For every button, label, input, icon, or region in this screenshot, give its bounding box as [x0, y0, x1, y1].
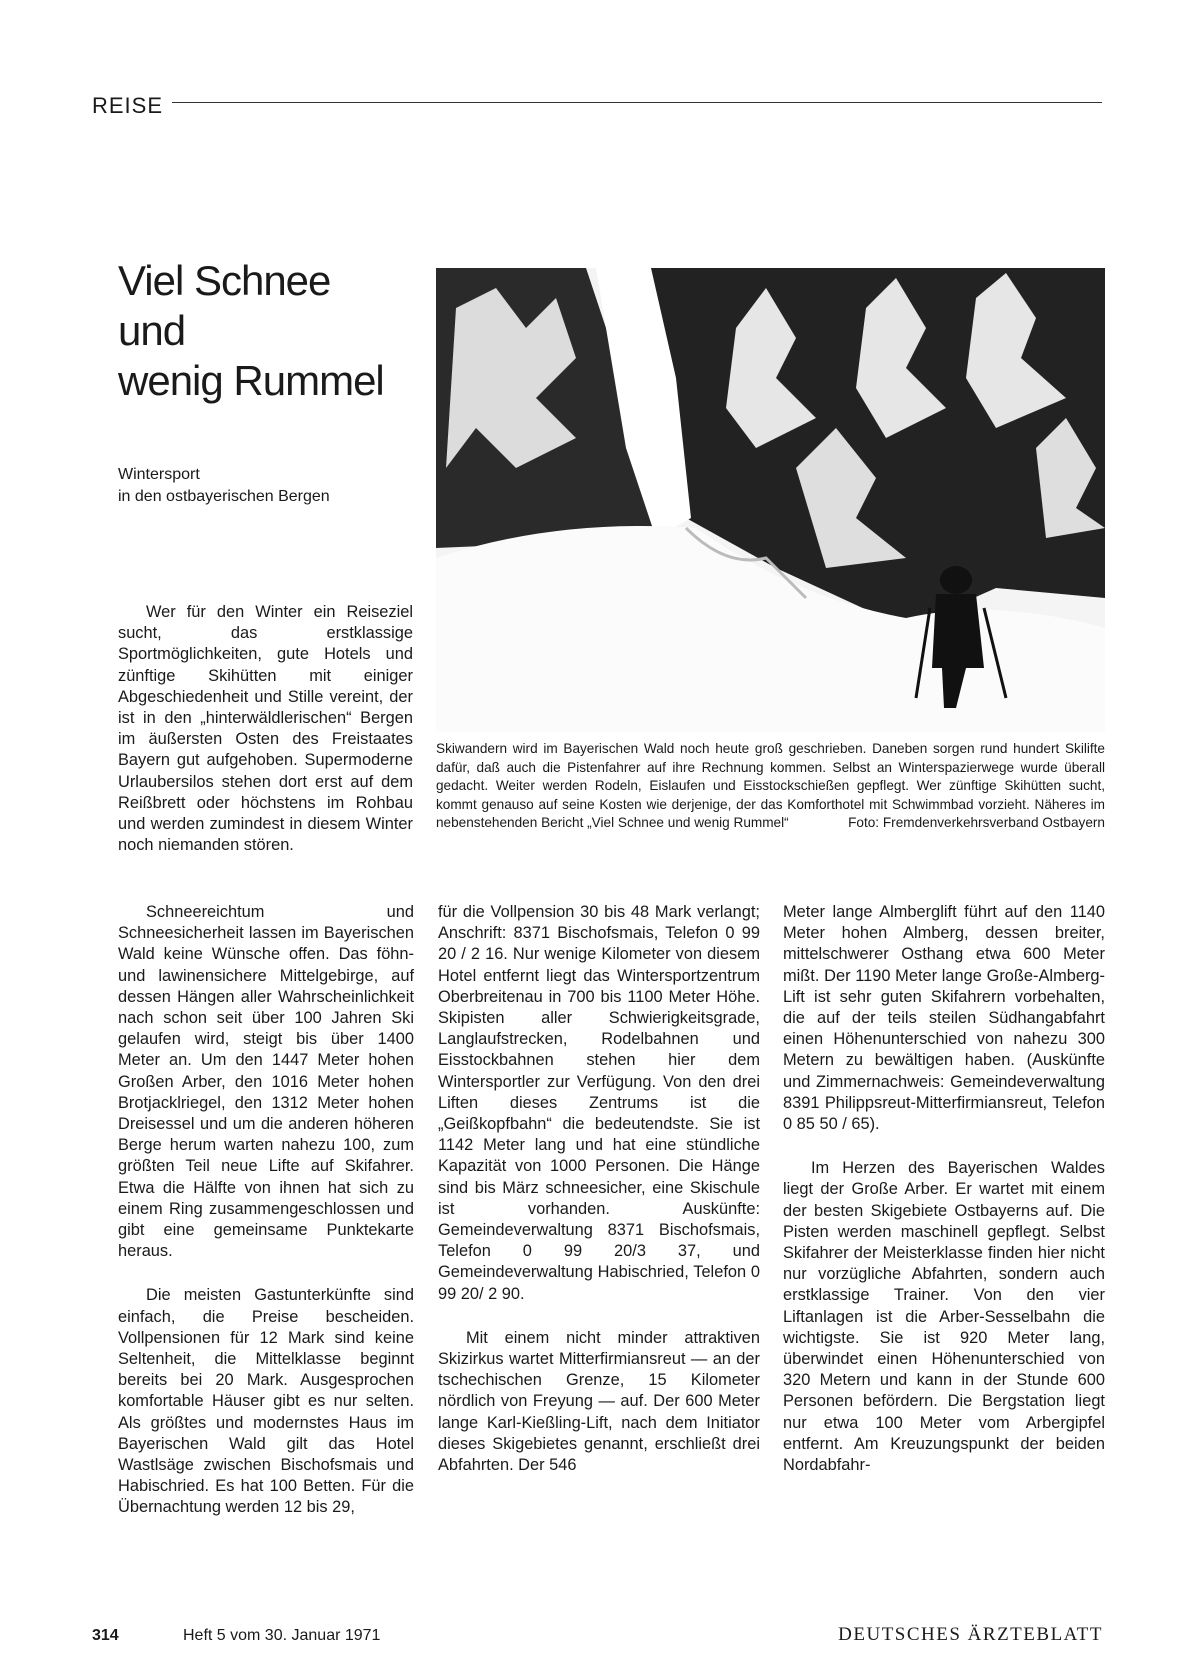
magazine-name: DEUTSCHES ÄRZTEBLATT: [838, 1624, 1103, 1645]
paragraph: für die Vollpension 30 bis 48 Mark verlangt; Anschrift: 8371 Bischofsmais, Telefon 0 99 20 / 2 16. Nur wenige Kilometer von diesem Hotel entfernt liegt das Wintersportzentrum Oberbreitenau in 700 bis 1100 Meter Höhe. Skipisten aller Schwierigkeitsgrade, Langlaufstrecken, Rodelbahnen und Eisstockbahnen stehen hier dem Wintersportler zur Verfügung. Von den drei Liften dieses Zentrums ist die „Geißkopfbahn“ die bedeutendste. Sie ist 1142 Meter lang und hat eine stündliche Kapazität von 1000 Personen. Die Hänge sind bis März schneesicher, eine Skischule ist vorhanden. Auskünfte: Gemeindeverwaltung 8371 Bischofsmais, Telefon 0 99 20/3 37, und Gemeindeverwaltung Habischried, Telefon 0 99 20/ 2 90.: [438, 903, 760, 1303]
paragraph: Meter lange Almberglift führt auf den 1140 Meter hohen Almberg, dessen breiter, mittelschwerer Osthang etwa 600 Meter mißt. Der 1190 Meter lange Große-Almberg-Lift ist sehr guten Skifahrern vorbehalten, die auf der teils steilen Südhangabfahrt einen Höhenunterschied von nahezu 300 Metern zu bewältigen haben. (Auskünfte und Zimmernachweis: Gemeindeverwaltung 8391 Philippsreut-Mitterfirmiansreut, Telefon 0 85 50 / 65).: [783, 903, 1105, 1134]
page-number: 314: [92, 1627, 119, 1644]
title-line: und: [118, 307, 186, 354]
article-title: [118, 256, 384, 406]
section-label: REISE: [92, 93, 164, 118]
text-column-3: [783, 902, 1105, 1499]
snowy-forest-photo: [436, 268, 1105, 732]
text-column-2: [438, 902, 760, 1499]
paragraph: Die meisten Gastunterkünfte sind einfach, die Preise bescheiden. Vollpensionen für 12 Mark sind keine Seltenheit, die Mittelklasse beginnt bereits bei 20 Mark. Ausgesprochen komfortable Häuser gibt es nur selten. Als größtes und modernstes Haus im Bayerischen Wald gilt das Hotel Wastlsäge zwischen Bischofsmais und Habischried. Es hat 100 Betten. Für die Übernachtung werden 12 bis 29,: [118, 1286, 414, 1517]
photo-caption: [436, 740, 1105, 833]
paragraph: Wer für den Winter ein Reiseziel sucht, das erstklassige Sportmöglichkeiten, gute Hotels und zünftige Skihütten mit einiger Abgeschiedenheit und Stille vereint, der ist in den „hinterwäldlerischen“ Bergen im äußersten Osten des Freistaates Bayern gut aufgehoben. Supermoderne Urlaubersilos stehen dort erst auf dem Reißbrett oder höchstens im Rohbau und werden zumindest in diesem Winter noch niemanden stören.: [118, 603, 413, 855]
text-column-1: [118, 902, 414, 1542]
photo-credit: Foto: Fremdenverkehrsverband Ostbayern: [848, 815, 1105, 830]
header-rule: [172, 102, 1102, 103]
paragraph: Im Herzen des Bayerischen Waldes liegt der Große Arber. Er wartet mit einem der besten Skigebiete Ostbayerns auf. Die Pisten werden maschinell gepflegt. Selbst Skifahrer der Meisterklasse finden hier nicht nur vorzügliche Abfahrten, sondern auch erstklassige Trainer. Von den vier Liftanlagen ist die Arber-Sesselbahn die wichtigste. Sie ist 920 Meter lang, überwindet einen Höhenunterschied von 320 Metern und kann in der Stunde 600 Personen befördern. Die Bergstation liegt nur etwa 100 Meter vom Arbergipfel entfernt. Am Kreuzungspunkt der beiden Nordabfahr-: [783, 1159, 1105, 1475]
caption-text: Skiwandern wird im Bayerischen Wald noch heute groß geschrieben. Daneben sorgen rund hundert Skilifte dafür, daß auch die Pistenfahrer auf ihre Rechnung kommen. Selbst an Winterspazierwege wurde überall gedacht. Weiter werden Rodeln, Eislaufen und Eisstockschießen gepflegt. Wer zünftige Skihütten sucht, kommt genauso auf seine Kosten wie derjenige, der das Komforthotel mit Schwimmbad vorzieht. Näheres im nebenstehenden Bericht „Viel Schnee und wenig Rummel“: [436, 741, 1105, 830]
paragraph: Mit einem nicht minder attraktiven Skizirkus wartet Mitterfirmiansreut — an der tschechischen Grenze, 15 Kilometer nördlich von Freyung — auf. Der 600 Meter lange Karl-Kießling-Lift, nach dem Initiator dieses Skigebietes genannt, erschließt drei Abfahrten. Der 546: [438, 1328, 760, 1475]
intro-paragraph: [118, 602, 413, 879]
article-subtitle: [118, 464, 330, 508]
title-line: wenig Rummel: [118, 357, 384, 404]
subtitle-line: Wintersport: [118, 466, 200, 483]
title-line: Viel Schnee: [118, 257, 331, 304]
paragraph: Schneereichtum und Schneesicherheit lassen im Bayerischen Wald keine Wünsche offen. Das föhn- und lawinensichere Mittelgebirge, auf dessen Hängen aller Wahrscheinlichkeit nach schon seit über 100 Jahren Ski gelaufen wird, steigt bis über 1400 Meter an. Um den 1447 Meter hohen Großen Arber, den 1016 Meter hohen Brotjacklriegel, den 1312 Meter hohen Dreisessel und um die anderen höheren Berge herum warten nahezu 100, zum größten Teil neue Lifte auf Skifahrer. Etwa die Hälfte von ihnen hat sich zu einem Ring zusammengeschlossen und gibt eine gemeinsame Punktekarte heraus.: [118, 903, 414, 1261]
issue-info: Heft 5 vom 30. Januar 1971: [183, 1627, 381, 1644]
subtitle-line: in den ostbayerischen Bergen: [118, 488, 330, 505]
